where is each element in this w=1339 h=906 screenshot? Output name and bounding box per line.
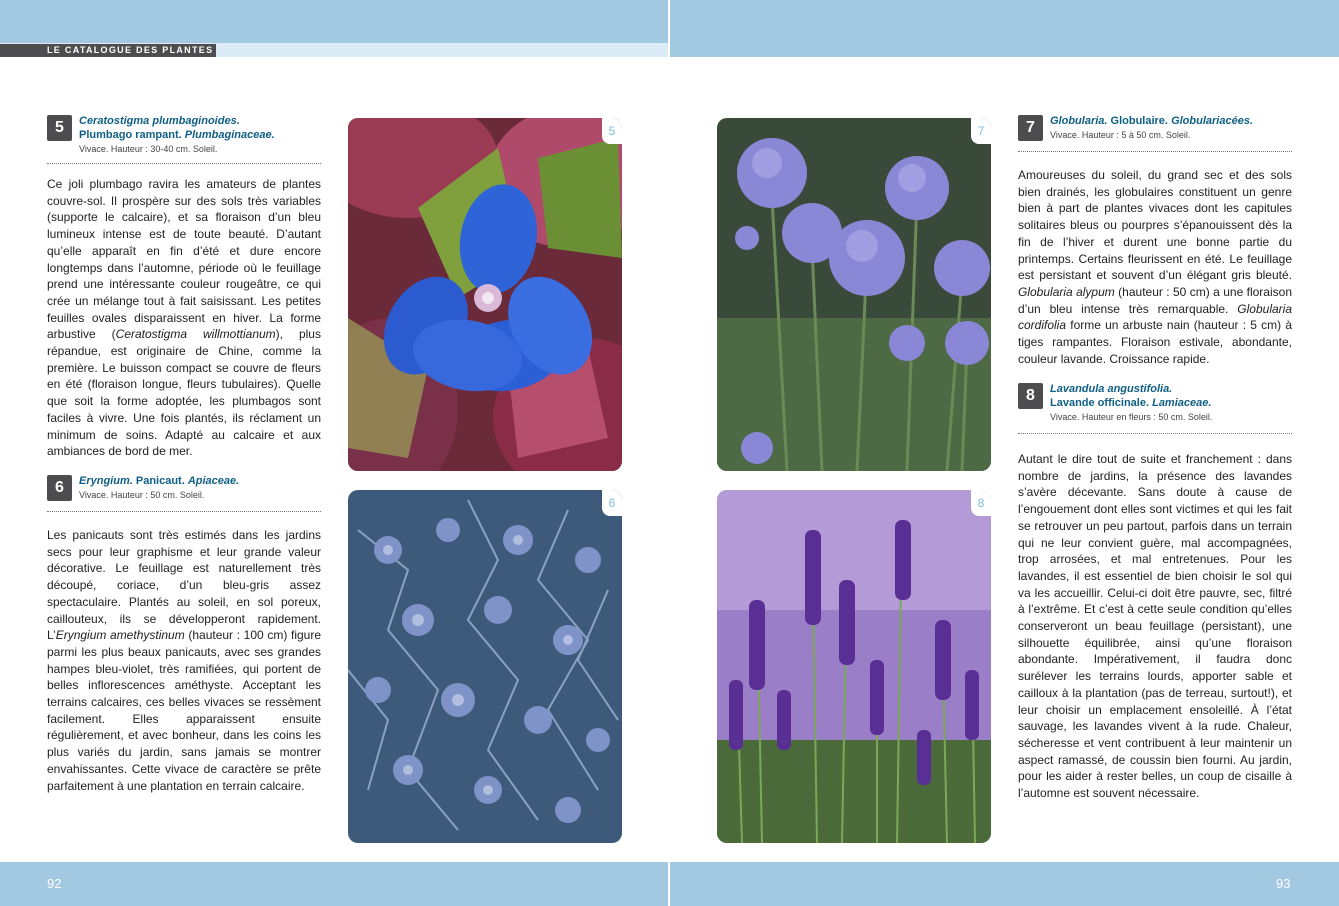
family-name: Lamiaceae. bbox=[1152, 397, 1212, 409]
photo-plumbago bbox=[348, 118, 622, 471]
entry-number-badge: 5 bbox=[47, 115, 72, 141]
top-band-left bbox=[0, 0, 668, 43]
family-name: Plumbaginaceae. bbox=[184, 129, 275, 141]
common-name: Panicaut. bbox=[135, 475, 185, 487]
family-name: Apiaceae. bbox=[187, 475, 240, 487]
photo-eryngium bbox=[348, 490, 622, 843]
entry-6-body: Les panicauts sont très estimés dans les jardins secs pour leur graphisme et leur grande valeur décorative. Le feuillage est naturellement très découpé, coriace, d’un bleu-gris assez spectaculaire. Plantés au soleil, en sol poreux, caillouteux, ils se développeront rapidement. L’Eryngium amethystinum (hauteur : 100 cm) figure parmi les plus beaux panicauts, avec ses grandes hampes bleu-violet, très ramifiées, qui portent de belles inflorescences améthyste. Acceptant les terrains calcaires, ces belles vivaces se ressèment facilement. Elles apparaissent ensuite régulièrement, et avec bonheur, dans les coins les plus variés du jardin, sans jamais se montrer envahissantes. Cette vivace de caractère se prête parfaitement à une plantation en terrain calcaire. bbox=[47, 528, 321, 793]
entry-meta: Vivace. Hauteur en fleurs : 50 cm. Soleil. bbox=[1050, 412, 1213, 422]
photo-number-tag: 7 bbox=[971, 118, 991, 144]
scientific-name: Globularia. bbox=[1050, 115, 1108, 127]
dotted-divider bbox=[1018, 151, 1292, 152]
entry-number-badge: 6 bbox=[47, 475, 72, 501]
scientific-name: Eryngium. bbox=[79, 475, 133, 487]
bottom-band-left bbox=[0, 862, 668, 906]
scientific-name: Ceratostigma plumbaginoides. bbox=[79, 115, 240, 127]
dotted-divider bbox=[47, 163, 321, 164]
family-name: Globulariacées. bbox=[1171, 115, 1253, 127]
photo-number-tag: 6 bbox=[602, 490, 622, 516]
dotted-divider bbox=[47, 511, 321, 512]
page-number-right: 93 bbox=[1276, 876, 1291, 891]
photo-globularia bbox=[717, 118, 991, 471]
entry-number-badge: 7 bbox=[1018, 115, 1043, 141]
entry-meta: Vivace. Hauteur : 30-40 cm. Soleil. bbox=[79, 144, 218, 154]
photo-number-tag: 8 bbox=[971, 490, 991, 516]
top-band-right bbox=[670, 0, 1339, 57]
common-name: Plumbago rampant. bbox=[79, 129, 182, 141]
common-name: Globulaire. bbox=[1110, 115, 1168, 127]
photo-lavender bbox=[717, 490, 991, 843]
entry-meta: Vivace. Hauteur : 5 à 50 cm. Soleil. bbox=[1050, 130, 1191, 140]
page-number-left: 92 bbox=[47, 876, 62, 891]
entry-5-body: Ce joli plumbago ravira les amateurs de plantes couvre-sol. Il prospère sur des sols très variables (supporte le calcaire), et sa floraison d’un bleu lumineux intense est de toute beauté. D’autant qu’elle apparaît en fin d’été et dure encore longtemps dans l’automne, période où le feuillage prend une intéressante couleur rougeâtre, ce qui crée un mélange tout à fait saisissant. Les petites feuilles ovales disparaissent en hiver. La forme arbustive (Ceratostigma willmottianum), plus répandue, est originaire de Chine, comme la première. Le buisson compact se couvre de fleurs en été (floraison longue, fleurs tubulaires). Quelle que soit la forme adoptée, les plumbagos sont faciles à vivre. Une fois plantés, ils réclament un minimum de soins. Adapté au calcaire et aux ambiances de bord de mer. bbox=[47, 177, 321, 459]
entry-7-body: Amoureuses du soleil, du grand sec et des sols bien drainés, les globulaires constituent un genre bien à part de plantes vivaces dont les capitules solitaires bleus ou pourpres s’épanouissent dès la fin de l’hiver et durent une bonne partie du printemps. Certains fleurissent en été. Le feuillage est persistant et souvent d’un élégant gris bleuté. Globularia alypum (hauteur : 50 cm) a une floraison d’un bleu intense très remarquable. Globularia cordifolia forme un arbuste nain (hauteur : 5 cm) à tiges rampantes. Floraison estivale, abondante, couleur lavande. Croissance rapide. bbox=[1018, 168, 1292, 366]
bottom-band-right bbox=[670, 862, 1339, 906]
entry-meta: Vivace. Hauteur : 50 cm. Soleil. bbox=[79, 490, 205, 500]
entry-8-body: Autant le dire tout de suite et franchement : dans nombre de jardins, la présence des lavandes s’avère décevante. Sans doute à cause de l’engouement dont elles sont victimes et qui les fait se retrouver un peu partout, parfois dans un terrain qui ne leur convient guère, mal accompagnées, trop arrosées, et mal entretenues. Pour les lavandes, il est essentiel de bien choisir le sol qui va les accueillir. Celui-ci doit être pauvre, sec, filtré à l’extrême. Et c’est à cette seule condition qu’elles conserveront un beau feuillage (persistant), une silhouette équilibrée, ainsi qu’une floraison abondante. Impérativement, il faudra donc surélever les terrains lourds, apporter sable et cailloux à la plantation (pas de terreau, surtout!), et leur choisir un emplacement ensoleillé. À l’état sauvage, les lavandes vivent à la rude. Chaleur, sécheresse et vent contribuent à leur maintenir un aspect ramassé, de coussin bien fourni. Au jardin, pour les aider à rester belles, un coup de cisaille à l’automne est souvent nécessaire. bbox=[1018, 452, 1292, 801]
entry-number-badge: 8 bbox=[1018, 383, 1043, 409]
common-name: Lavande officinale. bbox=[1050, 397, 1150, 409]
dotted-divider bbox=[1018, 433, 1292, 434]
scientific-name: Lavandula angustifolia. bbox=[1050, 383, 1173, 395]
photo-number-tag: 5 bbox=[602, 118, 622, 144]
catalog-label: LE CATALOGUE DES PLANTES bbox=[0, 44, 216, 57]
